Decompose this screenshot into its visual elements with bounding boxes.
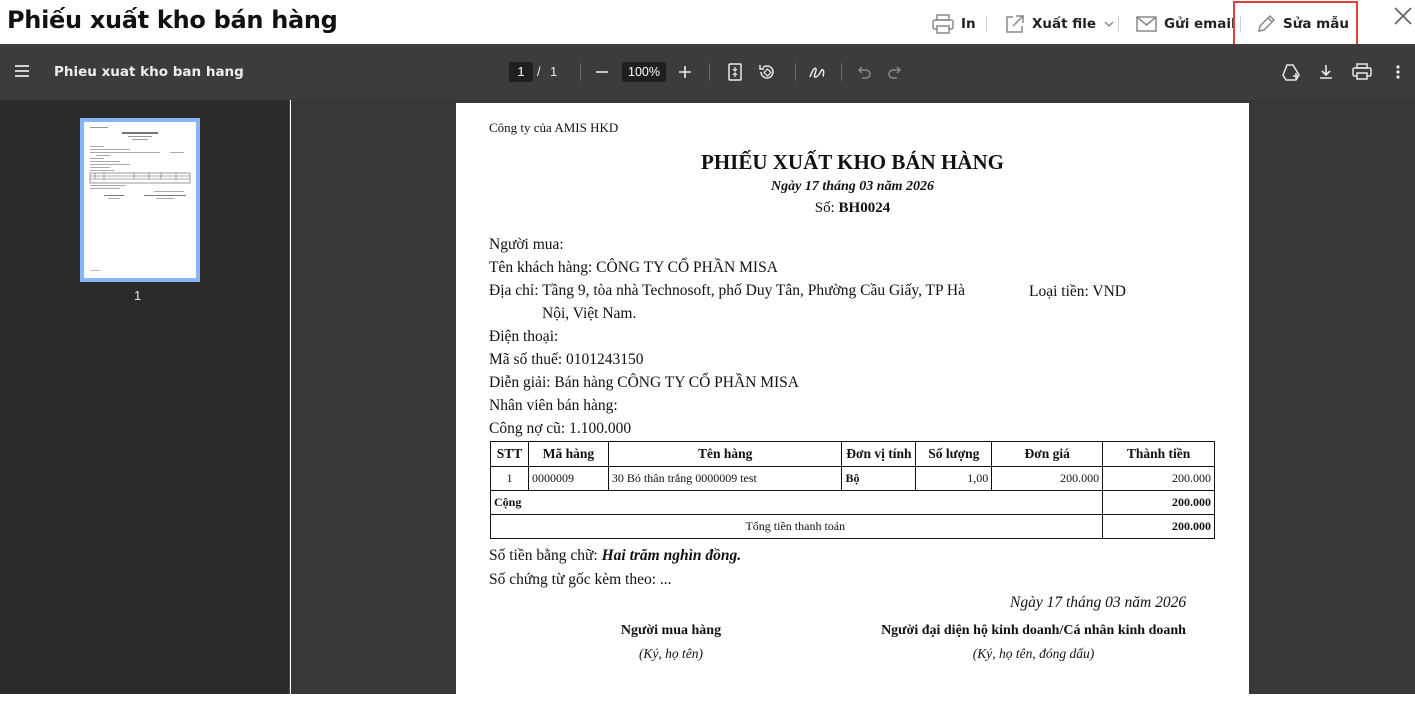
send-email-button[interactable]	[1136, 12, 1236, 36]
attached-documents: Số chứng từ gốc kèm theo: ...	[489, 571, 672, 588]
document-page	[456, 103, 1249, 703]
document-title: PHIẾU XUẤT KHO BÁN HÀNG	[701, 150, 1004, 174]
page-total: 1	[550, 64, 558, 79]
drive-add-icon[interactable]	[1281, 63, 1301, 81]
zoom-out-icon[interactable]	[594, 63, 610, 81]
email-icon	[1136, 16, 1157, 32]
col-header: Đơn giá	[992, 442, 1103, 467]
currency: Loại tiền: VND	[1029, 283, 1127, 300]
more-options-icon[interactable]	[1394, 63, 1402, 81]
col-header: Đơn vị tính	[842, 442, 916, 467]
thumbnail-preview	[84, 122, 196, 278]
top-header	[0, 0, 1415, 44]
cell: 1,00	[916, 467, 992, 491]
menu-icon[interactable]	[14, 64, 30, 78]
cell: Bộ	[842, 467, 916, 491]
print-button[interactable]	[932, 12, 976, 36]
total-row	[491, 515, 1215, 539]
total-value: 200.000	[1103, 515, 1215, 539]
col-header: Số lượng	[916, 442, 992, 467]
col-header: Thành tiền	[1103, 442, 1215, 467]
representative-signature-note: (Ký, họ tên, đóng dấu)	[972, 646, 1095, 661]
redo-icon[interactable]	[886, 63, 904, 81]
page-number-input[interactable]: 1	[509, 62, 533, 82]
customer-name: Tên khách hàng: CÔNG TY CỔ PHẦN MISA	[489, 259, 778, 276]
divider	[709, 63, 710, 81]
tax-code: Mã số thuế: 0101243150	[489, 351, 644, 368]
cell: 200.000	[1103, 467, 1215, 491]
divider	[795, 63, 796, 81]
pdf-toolbar	[0, 44, 1415, 100]
address-line-2: Nội, Việt Nam.	[542, 305, 637, 322]
download-icon[interactable]	[1318, 63, 1334, 81]
export-file-button[interactable]	[1005, 12, 1116, 36]
export-label: Xuất file	[1032, 16, 1097, 32]
thumbnail-sidebar	[0, 100, 290, 694]
pdf-file-name: Phieu xuat kho ban hang	[54, 64, 244, 80]
col-header: Mã hàng	[528, 442, 608, 467]
total-label: Tổng tiền thanh toán	[491, 515, 1103, 539]
amount-words-label: Số tiền bằng chữ:	[489, 547, 598, 564]
chevron-down-icon	[1102, 19, 1116, 29]
table-header-row	[491, 442, 1215, 467]
cell: 0000009	[528, 467, 608, 491]
sales-staff: Nhân viên bán hàng:	[489, 397, 618, 414]
items-table	[490, 441, 1215, 539]
buyer-label: Người mua:	[489, 236, 564, 253]
email-label: Gửi email	[1164, 16, 1236, 32]
cell: 30 Bó thân trắng 0000009 test	[608, 467, 842, 491]
amount-words-value: Hai trăm nghìn đồng.	[601, 547, 742, 564]
signature-date: Ngày 17 tháng 03 năm 2026	[1010, 594, 1187, 611]
divider	[580, 63, 581, 81]
document-number	[456, 200, 1249, 217]
col-header: STT	[491, 442, 529, 467]
divider	[1118, 16, 1119, 32]
export-icon	[1005, 14, 1025, 34]
cell: 1	[491, 467, 529, 491]
sum-label: Cộng	[491, 491, 1103, 515]
old-debt: Công nợ cũ: 1.100.000	[489, 420, 632, 437]
thumbnail-page-number: 1	[134, 288, 142, 303]
undo-icon[interactable]	[855, 63, 873, 81]
zoom-in-icon[interactable]	[677, 63, 693, 81]
buyer-signature-note: (Ký, họ tên)	[638, 646, 704, 661]
page-title: Phiếu xuất kho bán hàng	[7, 6, 338, 34]
buyer-signature-title: Người mua hàng	[620, 623, 722, 638]
representative-signature-title: Người đại diện hộ kinh doanh/Cá nhân kinh doanh	[881, 623, 1186, 638]
printer-icon	[932, 14, 954, 34]
address-line-1: Địa chỉ: Tầng 9, tòa nhà Technosoft, phố Duy Tân, Phường Cầu Giấy, TP Hà	[489, 282, 965, 299]
number-value: BH0024	[838, 200, 891, 216]
phone: Điện thoại:	[489, 328, 559, 345]
print-icon[interactable]	[1352, 63, 1372, 81]
amount-in-words	[489, 547, 741, 565]
document-date: Ngày 17 tháng 03 năm 2026	[771, 179, 934, 194]
rotate-icon[interactable]	[757, 63, 777, 81]
pencil-icon	[1256, 14, 1276, 34]
divider	[841, 63, 842, 81]
table-row	[491, 467, 1215, 491]
close-icon[interactable]	[1393, 6, 1413, 26]
zoom-level[interactable]: 100%	[622, 62, 666, 82]
draw-icon[interactable]	[808, 63, 828, 81]
page-separator: /	[537, 64, 541, 79]
fit-page-icon[interactable]	[727, 63, 743, 81]
divider	[986, 16, 987, 32]
number-label: Số:	[814, 200, 835, 216]
description: Diễn giải: Bán hàng CÔNG TY CỔ PHẦN MISA	[489, 374, 799, 391]
page-thumbnail[interactable]	[80, 118, 200, 282]
sum-row	[491, 491, 1215, 515]
edit-template-button[interactable]	[1256, 12, 1349, 36]
edit-label: Sửa mẫu	[1283, 16, 1349, 32]
company-name: Công ty của AMIS HKD	[489, 120, 619, 135]
print-label: In	[961, 16, 976, 32]
col-header: Tên hàng	[608, 442, 842, 467]
cell: 200.000	[992, 467, 1103, 491]
sum-value: 200.000	[1103, 491, 1215, 515]
